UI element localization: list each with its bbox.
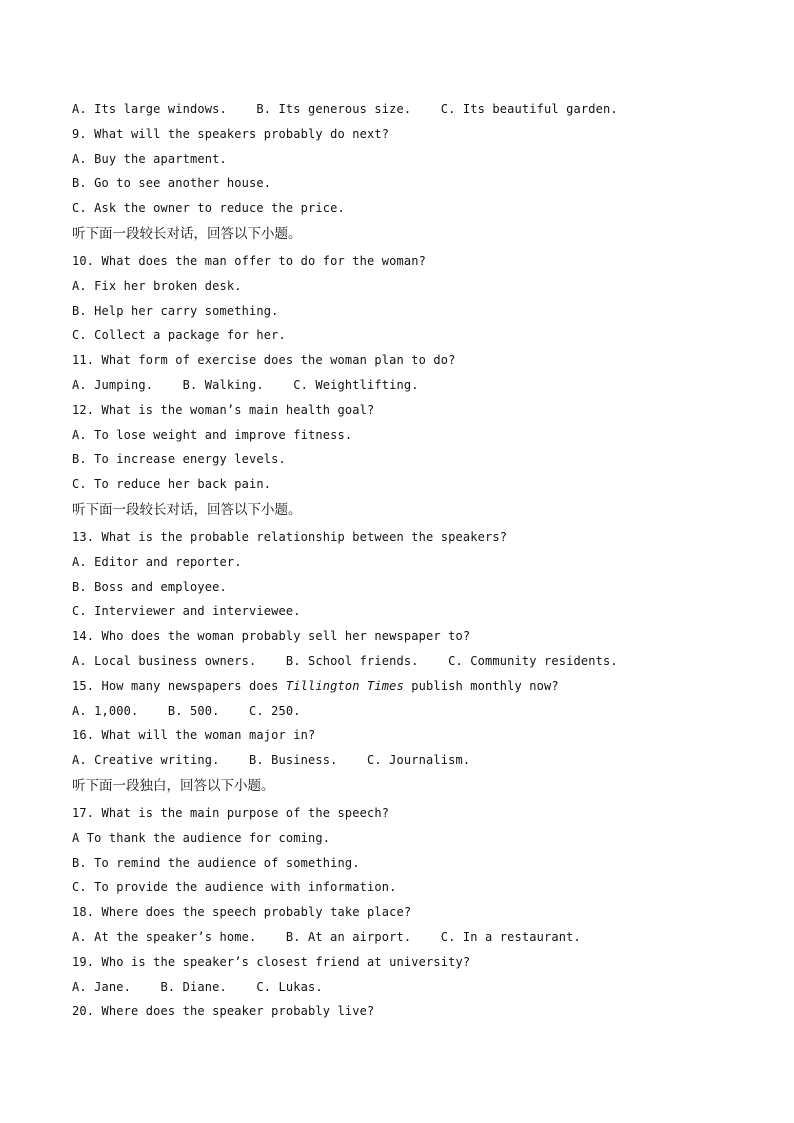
question-13: 13. What is the probable relationship between the speakers? <box>72 529 508 544</box>
question-20: 20. Where does the speaker probably live? <box>72 1004 375 1019</box>
question-14: 14. Who does the woman probably sell her newspaper to? <box>72 629 471 644</box>
question-15-end: publish monthly now? <box>403 678 559 693</box>
newspaper-title: Tillington Times <box>285 678 404 693</box>
option-10a: A. Fix her broken desk. <box>72 278 242 293</box>
options-q18: A. At the speaker’s home. B. At an airport. C. In a restaurant. <box>72 929 581 944</box>
option-12b: B. To increase energy levels. <box>72 452 286 467</box>
option-9a: A. Buy the apartment. <box>72 151 227 166</box>
option-9b: B. Go to see another house. <box>72 176 272 191</box>
question-17: 17. What is the main purpose of the speech? <box>72 805 390 820</box>
section-instruction: 听下面一段较长对话，回答以下小题。 <box>72 225 302 242</box>
question-10: 10. What does the man offer to do for the woman? <box>72 253 426 268</box>
section-instruction: 听下面一段较长对话，回答以下小题。 <box>72 501 302 518</box>
question-16: 16. What will the woman major in? <box>72 728 316 743</box>
question-11: 11. What form of exercise does the woman plan to do? <box>72 353 456 368</box>
option-17a: A To thank the audience for coming. <box>72 830 331 845</box>
question-19: 19. Who is the speaker’s closest friend at university? <box>72 954 471 969</box>
option-13b: B. Boss and employee. <box>72 579 227 594</box>
options-q16: A. Creative writing. B. Business. C. Journalism. <box>72 753 471 768</box>
option-9c: C. Ask the owner to reduce the price. <box>72 201 345 216</box>
question-15 <box>72 676 752 701</box>
document-page <box>72 99 752 1026</box>
option-12c: C. To reduce her back pain. <box>72 477 272 492</box>
question-18: 18. Where does the speech probably take place? <box>72 905 412 920</box>
question-9: 9. What will the speakers probably do next? <box>72 126 390 141</box>
options-q8: A. Its large windows. B. Its generous size. C. Its beautiful garden. <box>72 102 618 116</box>
option-17b: B. To remind the audience of something. <box>72 855 360 870</box>
options-q14: A. Local business owners. B. School friends. C. Community residents. <box>72 653 618 668</box>
options-q15: A. 1,000. B. 500. C. 250. <box>72 703 301 718</box>
option-10c: C. Collect a package for her. <box>72 328 286 343</box>
option-10b: B. Help her carry something. <box>72 303 279 318</box>
options-q11: A. Jumping. B. Walking. C. Weightlifting. <box>72 377 419 392</box>
option-13a: A. Editor and reporter. <box>72 554 242 569</box>
options-q19: A. Jane. B. Diane. C. Lukas. <box>72 979 323 994</box>
option-13c: C. Interviewer and interviewee. <box>72 604 301 619</box>
section-instruction: 听下面一段独白，回答以下小题。 <box>72 777 275 794</box>
question-12: 12. What is the woman’s main health goal? <box>72 402 375 417</box>
option-12a: A. To lose weight and improve fitness. <box>72 427 353 442</box>
question-15-start: 15. How many newspapers does <box>72 678 286 693</box>
option-17c: C. To provide the audience with information. <box>72 880 397 895</box>
